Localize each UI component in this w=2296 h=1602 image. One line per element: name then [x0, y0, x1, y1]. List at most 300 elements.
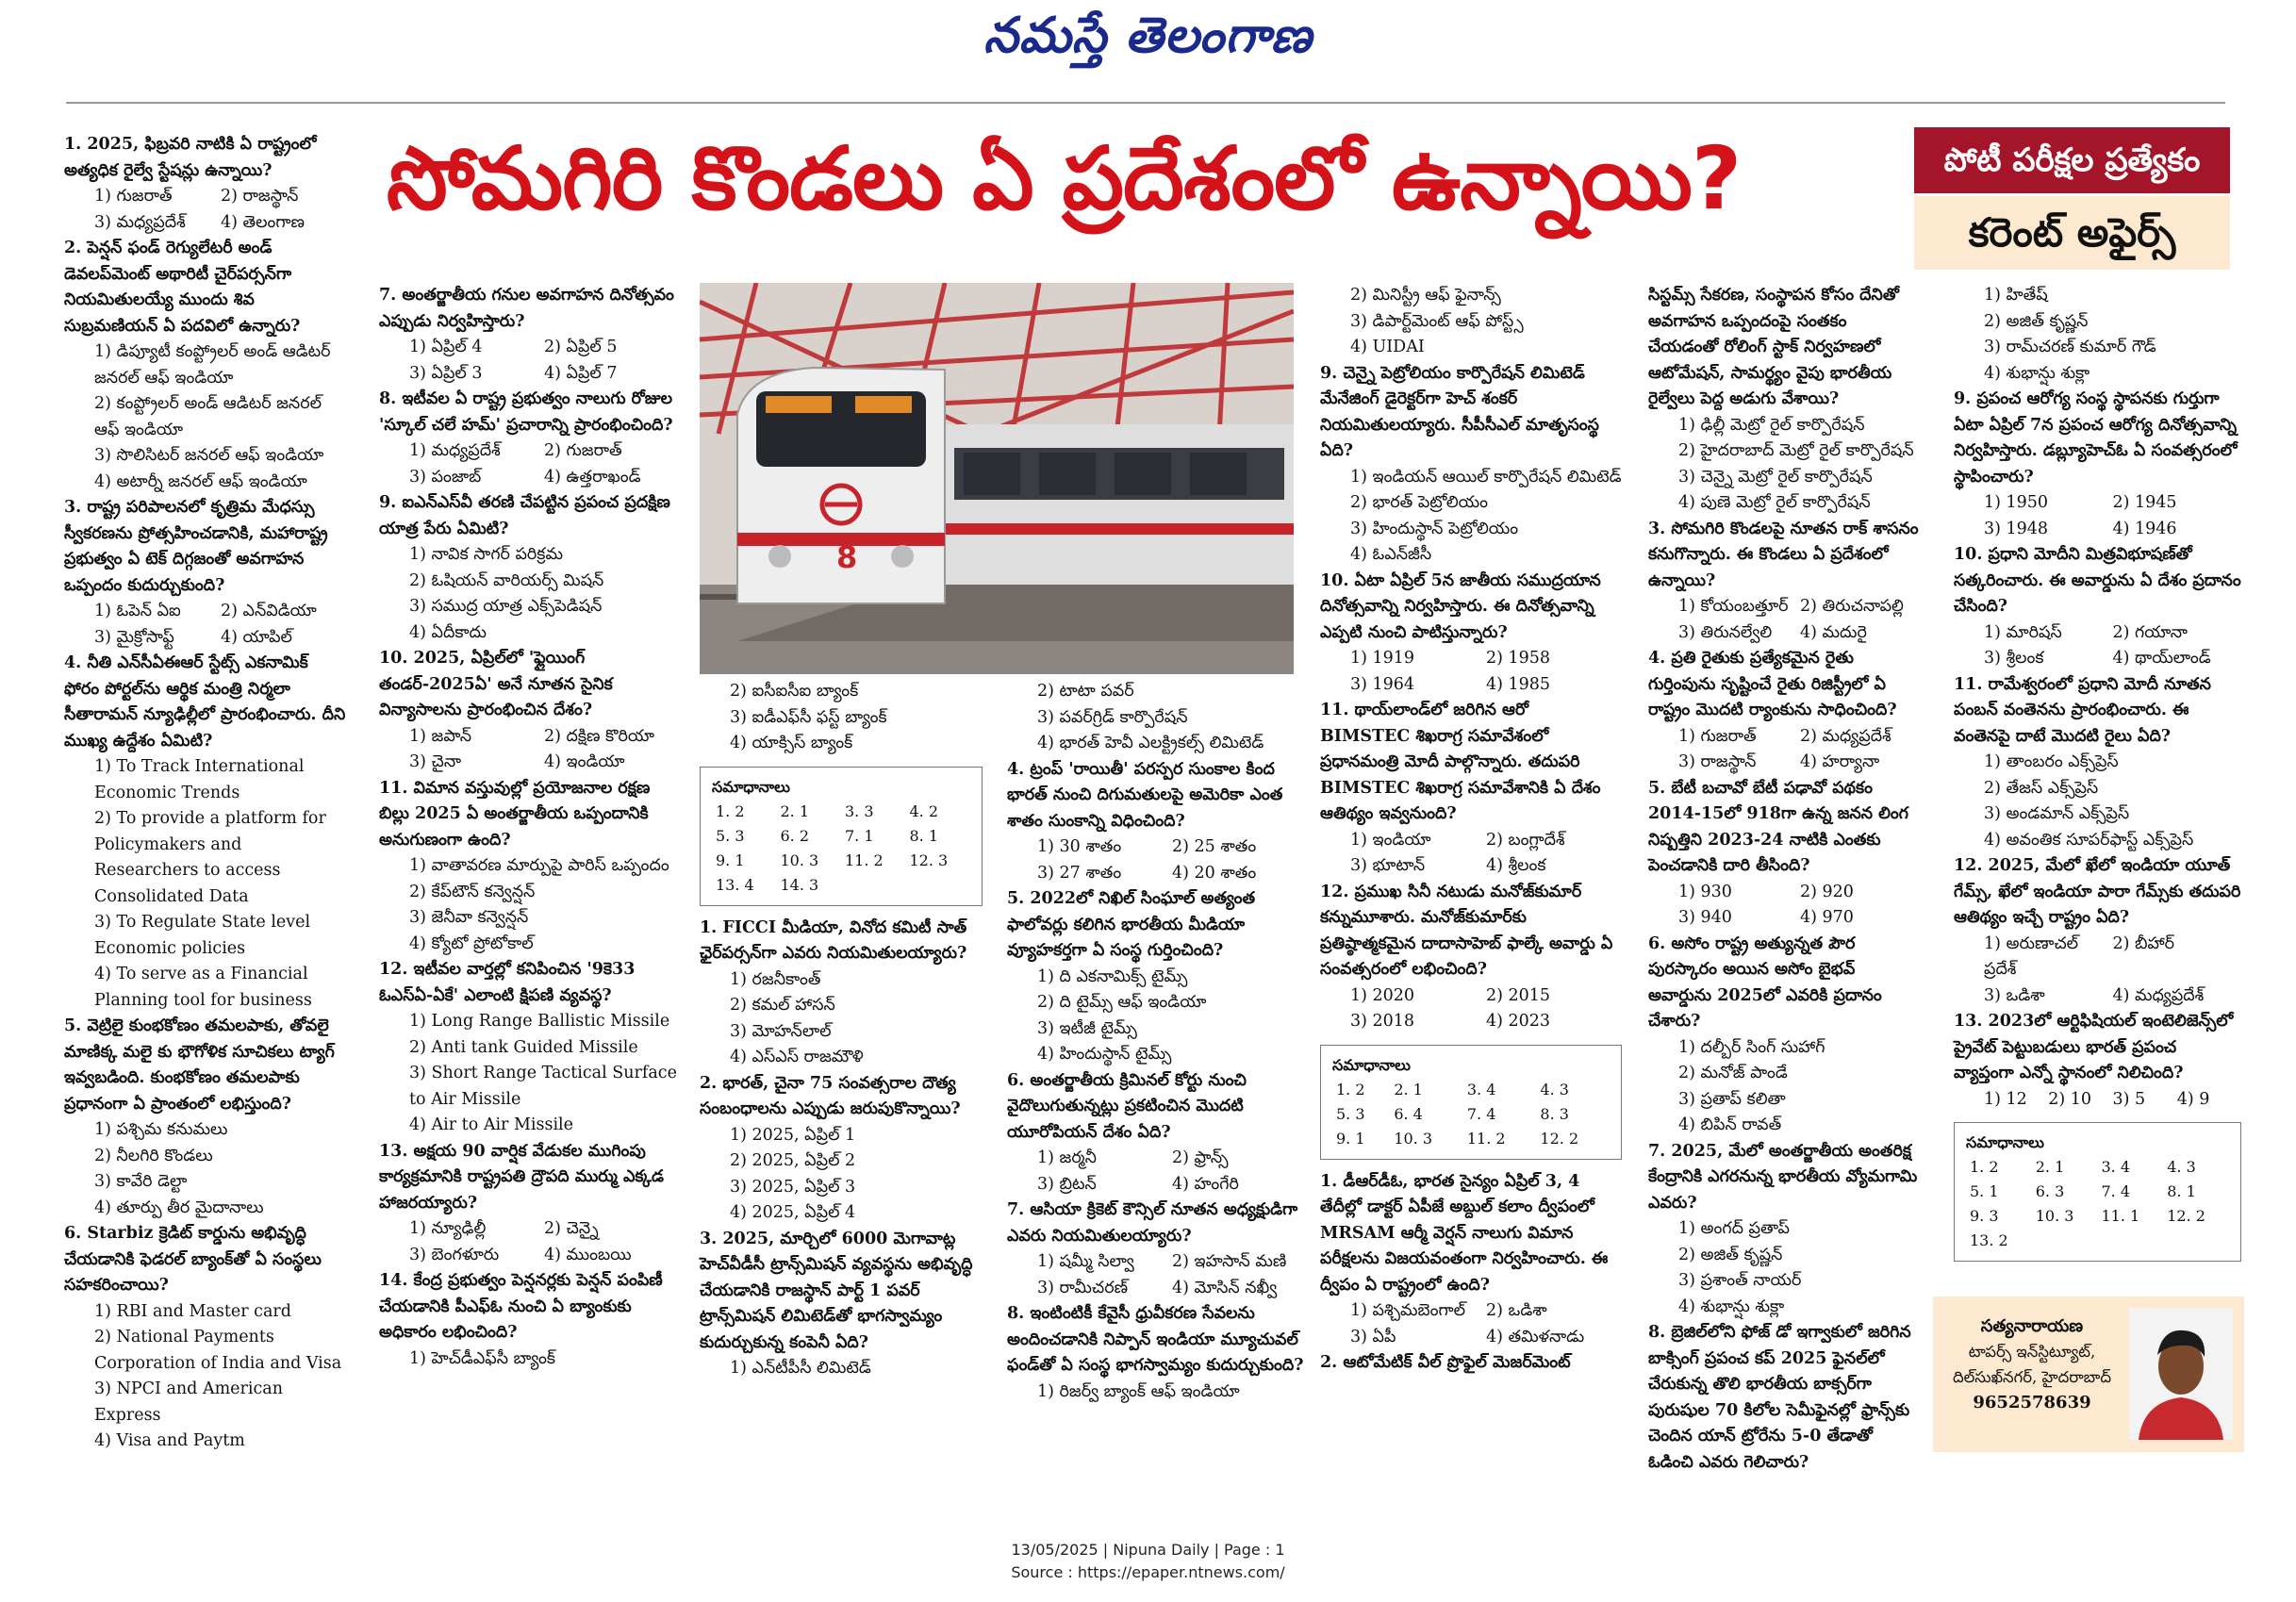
question-item [1954, 672, 2241, 854]
option: 1) ది ఎకనామిక్స్ టైమ్స్ [1037, 966, 1188, 986]
question-text [1320, 698, 1622, 828]
question-text [700, 916, 983, 967]
option: 2) బీహార్ [2112, 933, 2174, 953]
option: 4) UIDAI [1350, 338, 1425, 356]
option: 4) మదురై [1800, 622, 1867, 642]
answer-cell: 1. 2 [1970, 1158, 1999, 1176]
option: 4) అవంతిక సూపర్‌ఫాస్ట్ ఎక్స్‌ప్రెస్ [1984, 830, 2194, 850]
option: 1) రిజర్వ్ బ్యాంక్ ఆఫ్ ఇండియా [1037, 1381, 1240, 1401]
option: 1) ఏప్రిల్ 4 [409, 338, 483, 356]
option-row [1320, 646, 1622, 672]
answer-cell: 10. 3 [2035, 1207, 2074, 1225]
option: 1) RBI and Master card [94, 1301, 291, 1321]
option-row [1320, 1325, 1622, 1351]
question-stem: 2025, మార్చిలో 6000 మెగావాట్ల హెచ్‌వీడీసీ ట్రాన్స్‌మిషన్ వ్యవస్థను అభివృద్ధి చేయడానికి రాజస్థాన్ పార్ట్ 1 పవర్ ట్రాన్స్‌మిషన్ లిమిటెడ్‌తో భాగస్వామ్యం కుదుర్చుకున్న కంపెనీ ఏది? [700, 1229, 973, 1352]
question-stem: అక్షయ 90 వార్షిక వేడుకల ముగింపు కార్యక్రమానికి రాష్ట్రపతి ద్రౌపది ముర్ము ఎక్కడ హాజరయ్యారు? [379, 1141, 664, 1213]
answer-cell: 12. 2 [2167, 1207, 2205, 1225]
question-stem: వెట్రిలై కుంభకోణం తమలపాకు, తోవలై మాణిక్క మలై కు భౌగోళిక సూచికలు ట్యాగ్ ఇవ్వబడింది. కుంభకోణం తమలపాకు ప్రధానంగా ఏ ప్రాంతంలో లభిస్తుంది? [64, 1016, 335, 1114]
question-text [1007, 757, 1307, 835]
question-stem: 2025, మేలో అంతర్జాతీయ అంతరిక్ష కేంద్రానికి ఎగరనున్న భారతీయ వ్యోమగామి ఎవరు? [1648, 1141, 1918, 1213]
question-item [379, 776, 679, 958]
question-number: 7. [1648, 1141, 1672, 1161]
option-row [1320, 828, 1622, 854]
option: 3) డిపార్ట్‌మెంట్ ఆఫ్ పోస్ట్స్ [1350, 311, 1524, 331]
option: 3) 1948 [1984, 519, 2049, 538]
question-text [1648, 517, 1922, 595]
question-item [1007, 1301, 1307, 1405]
question-item [1007, 757, 1307, 887]
option-row [1648, 880, 1922, 906]
option: 3) NPCI and American Express [94, 1379, 284, 1425]
option: 2) 25 శాతం [1172, 837, 1257, 856]
option: 4) హర్యానా [1800, 752, 1880, 771]
question-stem: నీతి ఎన్‌సీఏఈఆర్ స్టేట్స్ ఎకనామిక్ ఫోరం పోర్టల్‌ను ఆర్థిక మంత్రి నిర్మలా సీతారామన్ న్యూఢిల్లీలో ప్రారంభించారు. దీని ముఖ్య ఉద్దేశం ఏమిటి? [64, 653, 346, 751]
option-row [1648, 594, 1922, 620]
answer-cell: 5. 3 [716, 826, 745, 845]
question-stem: బేటీ బచావో బేటీ పఢావో పథకం 2014-15లో 918గా ఉన్న జనన లింగ నిష్పత్తిని 2023-24 నాటికి ఎంతకు పెంచడానికి దారి తీసింది? [1648, 778, 1908, 875]
option: 4) ఓఎన్‌జీసీ [1350, 545, 1432, 564]
answer-key-row [712, 873, 970, 898]
option: 2) భారత్ పెట్రోలియం [1350, 493, 1489, 512]
option: 3) మైక్రోసాఫ్ట్ [94, 627, 174, 647]
option-row [1954, 517, 2241, 543]
question-stem: ప్రతి రైతుకు ప్రత్యేకమైన రైతు గుర్తింపును సృష్టించే రైతు రిజిస్ట్రీలో ఏ రాష్ట్రం మొదటి ర్యాంకును సాధించింది? [1648, 649, 1897, 719]
option-row [1007, 861, 1307, 887]
question-stem: ఏటా ఏప్రిల్ 5న జాతీయ సముద్రయాన దినోత్సవాన్ని నిర్వహిస్తారు. ఈ దినోత్సవాన్ని ఎప్పటి నుంచి పాటిస్తున్నారు? [1320, 570, 1601, 642]
question-item [1007, 1068, 1307, 1198]
answer-cell: 11. 2 [845, 851, 884, 869]
option: 4) మధ్యప్రదేశ్ [2112, 985, 2205, 1005]
question-number: 11. [1954, 674, 1989, 694]
question-number: 9. [1954, 389, 1977, 408]
column-1 [64, 132, 347, 1455]
option: 4) 970 [1800, 908, 1854, 927]
question-number: 4. [1648, 649, 1672, 668]
question-text [1648, 932, 1922, 1035]
option: 3) ఇటీజీ టైమ్స్ [1037, 1018, 1137, 1038]
option: 2) ఇహసాన్ మణి [1172, 1252, 1287, 1271]
question-number: 8. [1648, 1323, 1672, 1342]
question-item [64, 1221, 347, 1455]
svg-text:8: 8 [836, 539, 858, 575]
question-text [1954, 1009, 2241, 1087]
avatar [2129, 1308, 2233, 1440]
answer-cell: 4. 2 [909, 801, 939, 820]
question-item [379, 646, 679, 776]
question-item [1320, 569, 1622, 699]
question-item [64, 1014, 347, 1221]
question-number: 3. [700, 1229, 723, 1248]
option: 2) టాటా పవర్ [1037, 682, 1134, 701]
option-row [1954, 932, 2241, 983]
question-text [1320, 1350, 1622, 1377]
option: 1) మారిషస్ [1984, 622, 2062, 642]
option: 4) 9 [2176, 1089, 2210, 1109]
question-number: 8. [1007, 1304, 1031, 1323]
option-row [64, 210, 347, 237]
question-text [700, 1071, 983, 1123]
answer-key-row [1332, 1127, 1610, 1151]
answer-cell: 4. 3 [2167, 1158, 2196, 1176]
option: 4) Air to Air Missile [409, 1115, 574, 1134]
option: 1) Long Range Ballistic Missile [409, 1012, 670, 1031]
option: 3) రామీచరణ్ [1037, 1278, 1129, 1297]
question-item [1954, 542, 2241, 672]
question-text [379, 646, 679, 724]
option: 4) 2023 [1486, 1012, 1551, 1031]
answer-cell: 2. 1 [2035, 1158, 2065, 1176]
question-text [1648, 776, 1922, 880]
question-text [379, 490, 679, 542]
option: 2) ఎన్‌విడియా [221, 602, 317, 620]
answer-cell [2163, 1229, 2229, 1253]
option-row [1320, 853, 1622, 880]
column-2 [379, 283, 679, 1372]
question-stem: చెన్నై పెట్రోలియం కార్పొరేషన్ లిమిటెడ్ మేనేజింగ్ డైరెక్టర్‌గా హెచ్ శంకర్ నియమితులయ్యారు. సీపీసీఎల్ మాతృసంస్థ ఏది? [1320, 363, 1599, 460]
question-stem: ఆటోమేటిక్ వీల్ ప్రొఫైల్ మెజర్‌మెంట్ [1343, 1353, 1571, 1372]
question-stem: ట్రంప్ 'రాయితీ' పరస్పర సుంకాల కింద భారత్ నుంచి దిగుమతులపై అమెరికా ఎంత శాతం సుంకాన్ని విధించింది? [1007, 759, 1283, 831]
page-headline: సోమగిరి కొండలు ఏ ప్రదేశంలో ఉన్నాయి? [387, 128, 1742, 229]
question-item [379, 283, 679, 387]
option-row [379, 1243, 679, 1269]
question-item [1320, 880, 1622, 1035]
option: 3) ఒడిశా [1984, 985, 2045, 1005]
option: 2) కంప్ట్రోలర్ అండ్ ఆడిటర్ జనరల్ ఆఫ్ ఇండియా [94, 394, 322, 439]
question-number: 12. [1320, 882, 1355, 901]
option: 2) ఒడిశా [1486, 1301, 1547, 1320]
question-item [64, 495, 347, 651]
question-number: 2. [64, 239, 88, 257]
option: 2) అజిత్ కృష్ణన్ [1678, 1245, 1783, 1264]
option: 3) తిరునల్వేలి [1678, 622, 1773, 642]
option: 1) To Track International Economic Trends [94, 757, 305, 802]
question-text [1954, 853, 2241, 932]
question-item [1954, 853, 2241, 1009]
question-number: 4. [64, 653, 88, 672]
question-item [379, 387, 679, 490]
answer-cell: 14. 3 [780, 875, 819, 894]
answer-cell: 13. 4 [716, 875, 754, 894]
author-portrait [2129, 1308, 2233, 1440]
option: 1) షమ్మీ సిల్వా [1037, 1252, 1134, 1271]
option: 2) కమల్ హాసన్ [730, 996, 835, 1015]
author-profile [1933, 1296, 2244, 1452]
question-item [64, 651, 347, 1014]
question-text [379, 1268, 679, 1346]
question-text [1954, 542, 2241, 620]
answer-key-title: సమాధానాలు [712, 777, 790, 796]
option: 1) అంగద్ ప్రతాప్ [1678, 1219, 1790, 1238]
answer-cell: 6. 3 [2035, 1182, 2065, 1200]
answer-cell: 9. 1 [716, 851, 745, 869]
option: 2) National Payments Corporation of India and Visa [94, 1328, 342, 1373]
option: 1) ఎన్‌టీపీసీ లిమిటెడ్ [730, 1359, 871, 1378]
answer-cell [2098, 1229, 2164, 1253]
question-stem: అసోం రాష్ట్ర అత్యున్నత పౌర పురస్కారం అయిన అసోం బైభవ్ అవార్డును 2025లో ఎవరికి ప్రదానం చేశారు? [1648, 933, 1882, 1031]
option-row [379, 724, 679, 751]
question-text [379, 957, 679, 1009]
question-number: 3. [64, 498, 88, 517]
question-text [379, 387, 679, 438]
option-row [379, 335, 679, 361]
option: 4) అటార్నీ జనరల్ ఆఫ్ ఇండియా [94, 471, 307, 491]
option-row [379, 750, 679, 776]
option: 2) ఫ్రాన్స్ [1172, 1148, 1229, 1167]
answer-cell: 1. 2 [1336, 1080, 1365, 1098]
option: 2) 10 [2048, 1089, 2092, 1109]
option: 3) రాజస్థాన్ [1678, 752, 1757, 771]
option: 4) థాయ్‌లాండ్ [2112, 649, 2211, 668]
option: 1) హెచ్‌డీఎఫ్‌సీ బ్యాంక్ [409, 1348, 555, 1368]
option: 2) చెన్నై [544, 1219, 599, 1238]
option: 3) భూటాన్ [1350, 856, 1426, 875]
question-text [64, 236, 347, 339]
question-item [1648, 776, 1922, 932]
question-item [1007, 886, 1307, 1068]
question-item [379, 957, 679, 1139]
question-number: 6. [1007, 1070, 1031, 1090]
answer-cell: 12. 3 [909, 851, 949, 869]
answer-key [1320, 1045, 1622, 1160]
option-row [1320, 1009, 1622, 1035]
option: 3) బెంగళూరు [409, 1245, 500, 1264]
option: 4) ముంబయి [544, 1245, 632, 1264]
question-item [379, 490, 679, 646]
option: 2) 1958 [1486, 649, 1551, 668]
question-number: 10. [379, 649, 414, 668]
answer-cell: 11. 1 [2101, 1207, 2140, 1225]
question-stem: థాయ్‌లాండ్‌లో జరిగిన ఆరో BIMSTEC శిఖరాగ్ర సమావేశంలో ప్రధానమంత్రి మోదీ పాల్గొన్నారు. తదుపరి BIMSTEC శిఖరాగ్ర సమావేశానికి ఏ దేశం ఆతిథ్యం ఇవ్వనుంది? [1320, 701, 1601, 823]
answer-cell: 9. 3 [1970, 1207, 1999, 1225]
question-item [1320, 283, 1622, 361]
question-stem: 2022లో నిఖిల్ సింఘాల్ అత్యంత ఫాలోవర్లు కలిగిన భారతీయ మీడియా వ్యూహకర్తగా ఏ సంస్థ గుర్తించింది? [1007, 889, 1256, 960]
author-institute: టాపర్స్ ఇన్‌స్టిట్యూట్, [1968, 1343, 2096, 1361]
option-row [1954, 1087, 2241, 1114]
option: 1) జర్మనీ [1037, 1148, 1097, 1167]
question-text [1320, 1169, 1622, 1299]
option: 2) ఓషియన్ వారియర్స్ మిషన్ [409, 570, 604, 590]
option: 4) యాక్సిస్ బ్యాంక్ [730, 734, 853, 752]
answer-key-table [1966, 1155, 2229, 1253]
author-name: సత్యనారాయణ [1980, 1316, 2084, 1336]
question-number: 6. [1648, 933, 1672, 953]
option: 1) గుజరాత్ [94, 187, 173, 206]
option: 4) శుభాన్షు శుక్లా [1984, 363, 2090, 383]
question-number: 5. [1648, 778, 1672, 798]
option: 4) బిపిన్ రావత్ [1678, 1115, 1782, 1134]
option-row [64, 184, 347, 210]
option-row [1007, 834, 1307, 861]
question-number: 12. [379, 960, 414, 979]
option: 4) ఏప్రిల్ 7 [544, 363, 618, 383]
question-item [1648, 932, 1922, 1139]
question-stem: ఇటీవల ఏ రాష్ట్ర ప్రభుత్వం నాలుగు రోజుల 'స్కూల్ చలే హమ్' ప్రచారాన్ని ప్రారంభించింది? [379, 389, 673, 435]
option: 4) ఎస్ఎస్ రాజమౌళి [730, 1048, 864, 1066]
option: 3) చెన్నై మెట్రో రైల్ కార్పొరేషన్ [1678, 467, 1873, 487]
option: 4) ఇండియా [544, 752, 625, 771]
option: 3) అండమాన్ ఎక్స్‌ప్రెస్ [1984, 804, 2130, 823]
metro-train-illustration [700, 283, 1294, 674]
question-number: 8. [379, 389, 403, 408]
answer-cell: 9. 1 [1336, 1129, 1365, 1148]
option-row [1954, 620, 2241, 647]
option-row [379, 465, 679, 491]
option: 1) ఢిల్లీ మెట్రో రైల్ కార్పొరేషన్ [1678, 415, 1865, 435]
option: 2) కేప్‌టౌన్ కన్వెన్షన్ [409, 882, 536, 901]
option: 2) Anti tank Guided Missile [409, 1037, 638, 1057]
question-stem: అంతర్జాతీయ గనుల అవగాహన దినోత్సవం ఎప్పుడు నిర్వహిస్తారు? [379, 286, 674, 331]
question-stem: ప్రముఖ సినీ నటుడు మనోజ్‌కుమార్ కన్నుమూశారు. మనోజ్‌కుమార్‌కు ప్రతిష్ఠాత్మకమైన దాదాసాహెబ్ ఫాల్కే అవార్డు ఏ సంవత్సరంలో లభించింది? [1320, 882, 1613, 979]
answer-cell: 1. 2 [716, 801, 745, 820]
option-row [1320, 1298, 1622, 1325]
question-item [64, 132, 347, 236]
option-row [1648, 750, 1922, 776]
option: 1) డిప్యూటీ కంప్ట్రోలర్ అండ్ ఆడిటర్ జనరల్ ఆఫ్ ఇండియా [94, 342, 331, 388]
option: 3) పవర్‌గ్రిడ్ కార్పొరేషన్ [1037, 707, 1188, 727]
option-row [1007, 1146, 1307, 1172]
option-row [379, 438, 679, 465]
option: 2) మధ్యప్రదేశ్ [1800, 726, 1891, 746]
option: 1) ఇండియా [1350, 830, 1431, 850]
question-text [379, 776, 679, 854]
question-stem: భారత్, చైనా 75 సంవత్సరాల దౌత్య సంబంధాలను ఎప్పుడు జరుపుకొన్నాయి? [700, 1073, 961, 1118]
option: 1) వాతావరణ మార్పుపై పారిస్ ఒప్పందం [409, 856, 669, 875]
answer-key-title: సమాధానాలు [1966, 1133, 2044, 1151]
answer-cell: 3. 3 [845, 801, 874, 820]
option: 2) దక్షిణ కొరియా [544, 726, 655, 746]
question-number: 1. [700, 917, 723, 937]
option: 4) To serve as a Financial Planning tool for business [94, 965, 312, 1010]
question-number: 12. [1954, 856, 1989, 875]
question-stem: ప్రధాని మోదీని మిత్రవిభూషణ్‌తో సత్కరించారు. ఈ అవార్డును ఏ దేశం ప్రదానం చేసింది? [1954, 545, 2241, 616]
question-text [1007, 1301, 1307, 1379]
metro-train-photo [700, 283, 1294, 674]
option: 1) 1950 [1984, 493, 2049, 512]
answer-cell: 10. 3 [1394, 1129, 1433, 1148]
question-text [1007, 1197, 1307, 1249]
option-row [1648, 724, 1922, 751]
question-stem: 2023లో ఆర్టిఫిషియల్ ఇంటెలిజెన్స్‌లో ప్రైవేట్ పెట్టుబడులు భారత్ ప్రపంచ వ్యాప్తంగా ఎన్నో స్థానంలో నిలిచింది? [1954, 1012, 2234, 1082]
option: 2) అజిత్ కృష్ణన్ [1984, 311, 2089, 331]
question-stem: డీఆర్‌డీఓ, భారత సైన్యం ఏప్రిల్ 3, 4 తేదీల్లో డాక్టర్ ఏపీజే అబ్దుల్ కలాం ద్వీపంలో MRSAM ఆర్మీ వెర్షన్ నాలుగు విమాన పరీక్షలను విజయవంతంగా నిర్వహించారు. ఈ ద్వీపం ఏ రాష్ట్రంలో ఉంది? [1320, 1171, 1609, 1295]
option: 2) ఏప్రిల్ 5 [544, 338, 618, 356]
option: 2) బంగ్లాదేశ్ [1486, 830, 1565, 850]
question-number: 1. [64, 135, 88, 154]
answer-key-row [1966, 1180, 2229, 1204]
question-text [1954, 672, 2241, 751]
question-text [1954, 387, 2241, 490]
option: 1) గుజరాత్ [1678, 726, 1757, 746]
question-text [1320, 880, 1622, 983]
column-4 [1007, 679, 1307, 1405]
question-item [1648, 517, 1922, 647]
answer-cell: 8. 1 [2167, 1182, 2196, 1200]
option: 3) ప్రశాంత్ నాయర్ [1678, 1271, 1802, 1290]
question-stem: Starbiz క్రెడిట్ కార్డును అభివృద్ధి చేయడానికి ఫెడరల్ బ్యాంక్‌తో ఏ సంస్థలు సహకరించాయి? [64, 1224, 322, 1295]
option: 4) 1985 [1486, 674, 1551, 694]
question-number: 5. [1007, 889, 1031, 908]
newspaper-logo: నమస్తే తెలంగాణ [983, 8, 1313, 64]
answer-cell: 8. 3 [1540, 1104, 1569, 1123]
question-stem: అంతర్జాతీయ క్రిమినల్ కోర్టు నుంచి వైదొలుగుతున్నట్లు ప్రకటించిన మొదటి యూరోపియన్ దేశం ఏది? [1007, 1070, 1247, 1142]
option: 4) క్యోటో ప్రోటోకాల్ [409, 933, 534, 953]
option: 2) నీలగిరి కొండలు [94, 1146, 213, 1165]
column-5 [1320, 283, 1622, 1377]
option: 3) 2025, ఏప్రిల్ 3 [730, 1177, 856, 1197]
answer-cell: 2. 1 [780, 801, 810, 820]
question-stem: సోమగిరి కొండలపై నూతన రాక్ శాసనం కనుగొన్నారు. ఈ కొండలు ఏ ప్రదేశంలో ఉన్నాయి? [1648, 519, 1919, 590]
option: 1) తాంబరం ఎక్స్‌ప్రెస్ [1984, 752, 2119, 771]
question-stem: ఇటీవల వార్తల్లో కనిపించిన '9కె33 ఓఎస్‌ఏ-ఏకే' ఎలాంటి క్షిపణి వ్యవస్థ? [379, 960, 636, 1005]
answer-key-row [1966, 1229, 2229, 1253]
question-item [700, 679, 983, 757]
option: 2) గయానా [2112, 622, 2188, 642]
option: 3) 2018 [1350, 1012, 1415, 1031]
option: 3) బ్రిటన్ [1037, 1174, 1097, 1194]
question-text [1007, 886, 1307, 965]
question-stem: బ్రెజిల్‌లోని ఫోజ్ డో ఇగ్వాకులో జరిగిన బాక్సింగ్ ప్రపంచ కప్ 2025 ఫైనల్‌లో చేరుకున్న తొలి భారతీయ బాక్సర్‌గా పురుషుల 70 కిలోల సెమీఫైనల్లో ఫ్రాన్స్‌కు చెందిన యాన్ ట్రోరేను 5-0 తేడాతో ఓడించి ఎవరు గెలిచారు? [1648, 1323, 1911, 1472]
option-row [1007, 1276, 1307, 1302]
option-row [1007, 1172, 1307, 1198]
answer-cell: 7. 4 [2101, 1182, 2131, 1200]
option: 3) 27 శాతం [1037, 863, 1122, 883]
option-row [64, 599, 347, 625]
option: 4) తమిళనాడు [1486, 1327, 1585, 1346]
question-text [64, 132, 347, 184]
option: 4) శుభాన్షు శుక్లా [1678, 1296, 1785, 1316]
option: 2) ఐసీఐసీఐ బ్యాంక్ [730, 682, 859, 701]
question-item [1648, 1320, 1922, 1476]
question-text [1648, 646, 1922, 724]
question-number: 11. [379, 778, 414, 798]
question-item [379, 1139, 679, 1269]
question-item [1320, 698, 1622, 880]
option: 2) మినిస్ట్రీ ఆఫ్ ఫైనాన్స్ [1350, 286, 1501, 305]
author-location: దిల్‌సుఖ్‌నగర్, హైదరాబాద్ [1952, 1368, 2112, 1386]
answer-cell: 7. 4 [1466, 1104, 1496, 1123]
question-stem: 2025, ఏప్రిల్‌లో 'ఫ్లైయింగ్ తండర్-2025ఏ' అనే నూతన సైనిక విన్యాసాలను ప్రారంభించిన దేశం? [379, 649, 613, 719]
column-3-top [700, 679, 983, 1382]
option: 1) ఇండియన్ ఆయిల్ కార్పొరేషన్ లిమిటెడ్ [1350, 467, 1622, 487]
question-number: 1. [1320, 1171, 1344, 1191]
question-text [379, 283, 679, 335]
answer-cell: 6. 4 [1394, 1104, 1423, 1123]
question-stem: 2025, మేలో ఖేలో ఇండియా యూత్ గేమ్స్, ఖేలో ఇండియా పారా గేమ్స్‌కు తదుపరి ఆతిథ్యం ఇచ్చే రాష్ట్రం ఏది? [1954, 856, 2241, 927]
question-number: 11. [1320, 701, 1355, 719]
page-footer [0, 1539, 2296, 1584]
option: 2) 920 [1800, 882, 1854, 901]
header-rule [66, 102, 2225, 104]
question-stem: 2025, ఫిబ్రవరి నాటికి ఏ రాష్ట్రంలో అత్యధిక రైల్వే స్టేషన్లు ఉన్నాయి? [64, 135, 317, 180]
option: 3) కావేరి డెల్టా [94, 1172, 188, 1191]
option-row [64, 625, 347, 652]
question-stem: పెన్షన్ ఫండ్ రెగ్యులేటరీ అండ్ డెవలప్‌మెంట్ అథారిటీ చైర్‌పర్సన్‌గా నియమితులయ్యే ముందు శివ సుబ్రమణియన్ ఏ పదవిలో ఉన్నారు? [64, 239, 301, 336]
question-stem: రాష్ట్ర పరిపాలనలో కృత్రిమ మేధస్సు స్వీకరణను ప్రోత్సహించడానికి, మహారాష్ట్ర ప్రభుత్వం ఏ టెక్ దిగ్గజంతో అవగాహన ఒప్పందం కుదుర్చుకుంది? [64, 498, 328, 595]
option: 3) Short Range Tactical Surface to Air Missile [409, 1064, 677, 1109]
answer-key [1954, 1122, 2241, 1262]
answer-cell: 5. 1 [1970, 1182, 1999, 1200]
option: 4) శ్రీలంక [1486, 856, 1546, 875]
option: 1) పశ్చిమ కనుమలు [94, 1120, 228, 1139]
question-item [64, 236, 347, 495]
option-row [1648, 905, 1922, 932]
option: 2) తిరుచనాపల్లి [1800, 597, 1904, 616]
question-number: 2. [700, 1073, 723, 1093]
section-tag-bottom: కరెంట్ అఫైర్స్ [1914, 196, 2230, 270]
question-item [700, 1227, 983, 1382]
question-item [1954, 1009, 2241, 1113]
option: 3) సొలిసిటర్ జనరల్ ఆఫ్ ఇండియా [94, 446, 324, 465]
